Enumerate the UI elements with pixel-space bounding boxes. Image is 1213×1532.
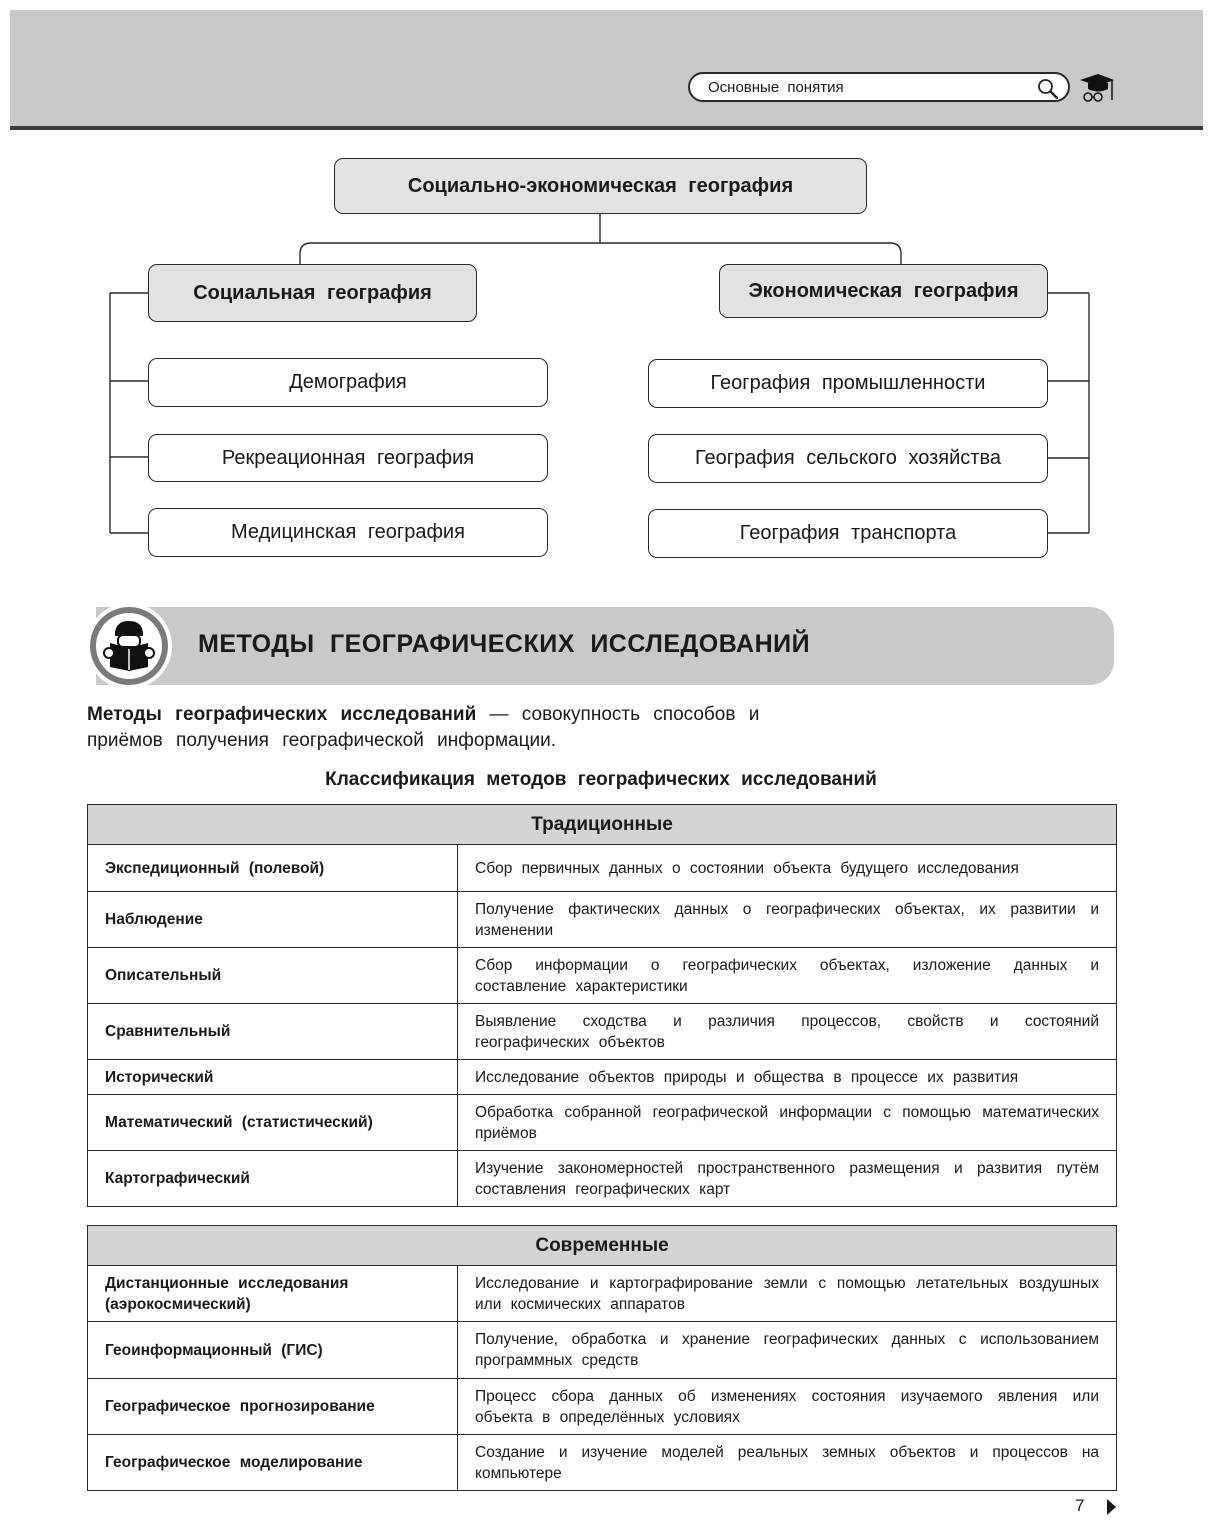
method-name: Сравнительный bbox=[88, 1004, 458, 1060]
table-row bbox=[88, 1151, 1117, 1207]
method-name: Картографический bbox=[88, 1151, 458, 1207]
table-row bbox=[88, 845, 1117, 892]
method-description: Сбор информации о географических объектах, изложение данных и составление характеристики bbox=[458, 948, 1117, 1004]
method-name: Экспедиционный (полевой) bbox=[88, 845, 458, 892]
method-name: Географическое моделирование bbox=[88, 1435, 458, 1491]
table-row bbox=[88, 1060, 1117, 1095]
method-name: Дистанционные исследования (аэрокосмический) bbox=[88, 1266, 458, 1322]
diagram-left-item: Демография bbox=[148, 358, 548, 407]
traditional-header: Традиционные bbox=[88, 805, 1117, 845]
method-name: Математический (статистический) bbox=[88, 1095, 458, 1151]
section-icon-circle bbox=[86, 603, 172, 689]
method-name: Наблюдение bbox=[88, 892, 458, 948]
modern-header: Современные bbox=[88, 1226, 1117, 1266]
search-label: Основные понятия bbox=[708, 79, 844, 96]
diagram-right-item: География промышленности bbox=[648, 359, 1048, 408]
method-description: Процесс сбора данных об изменениях состояния изучаемого явления или объекта в определённых условиях bbox=[458, 1379, 1117, 1435]
definition-paragraph bbox=[87, 702, 847, 754]
table-row bbox=[88, 1004, 1117, 1060]
diagram-social-box: Социальная география bbox=[148, 264, 477, 322]
method-description: Обработка собранной географической информации с помощью математических приёмов bbox=[458, 1095, 1117, 1151]
modern-methods-table bbox=[87, 1225, 1117, 1491]
method-name: Исторический bbox=[88, 1060, 458, 1095]
table-caption: Классификация методов географических исследований bbox=[325, 769, 877, 790]
diagram-right-item: География сельского хозяйства bbox=[648, 434, 1048, 483]
table-row bbox=[88, 948, 1117, 1004]
page-number: 7 bbox=[1075, 1496, 1085, 1515]
method-description: Изучение закономерностей пространственного размещения и развития путём составления географических карт bbox=[458, 1151, 1117, 1207]
diagram-economic-box: Экономическая география bbox=[719, 264, 1048, 318]
diagram-left-item: Рекреационная география bbox=[148, 434, 548, 482]
method-name: Описательный bbox=[88, 948, 458, 1004]
diagram-right-item: География транспорта bbox=[648, 509, 1048, 558]
table-row bbox=[88, 1266, 1117, 1322]
method-description: Исследование объектов природы и общества в процессе их развития bbox=[458, 1060, 1117, 1095]
method-description: Получение фактических данных о географических объектах, их развитии и изменении bbox=[458, 892, 1117, 948]
diagram-left-item: Медицинская география bbox=[148, 508, 548, 557]
method-name: Географическое прогнозирование bbox=[88, 1379, 458, 1435]
method-description: Сбор первичных данных о состоянии объекта будущего исследования bbox=[458, 845, 1117, 892]
table-row bbox=[88, 1435, 1117, 1491]
diagram-root-box: Социально-экономическая география bbox=[334, 158, 867, 214]
traditional-methods-table bbox=[87, 804, 1117, 1207]
method-description: Выявление сходства и различия процессов, свойств и состояний географических объектов bbox=[458, 1004, 1117, 1060]
table-row bbox=[88, 1095, 1117, 1151]
definition-term: Методы географических исследований bbox=[87, 704, 477, 725]
section-title: МЕТОДЫ ГЕОГРАФИЧЕСКИХ ИССЛЕДОВАНИЙ bbox=[198, 630, 811, 658]
table-row bbox=[88, 892, 1117, 948]
table-row bbox=[88, 1322, 1117, 1379]
method-description: Создание и изучение моделей реальных земных объектов и процессов на компьютере bbox=[458, 1435, 1117, 1491]
definition-text: — совокупность способов и приёмов получения географической информации. bbox=[87, 704, 760, 751]
next-page-arrow-icon bbox=[1107, 1499, 1116, 1515]
reading-person-icon bbox=[96, 613, 162, 679]
table-row bbox=[88, 1379, 1117, 1435]
method-name: Геоинформационный (ГИС) bbox=[88, 1322, 458, 1379]
method-description: Получение, обработка и хранение географических данных с использованием программных средств bbox=[458, 1322, 1117, 1379]
method-description: Исследование и картографирование земли с помощью летательных воздушных или космических аппаратов bbox=[458, 1266, 1117, 1322]
